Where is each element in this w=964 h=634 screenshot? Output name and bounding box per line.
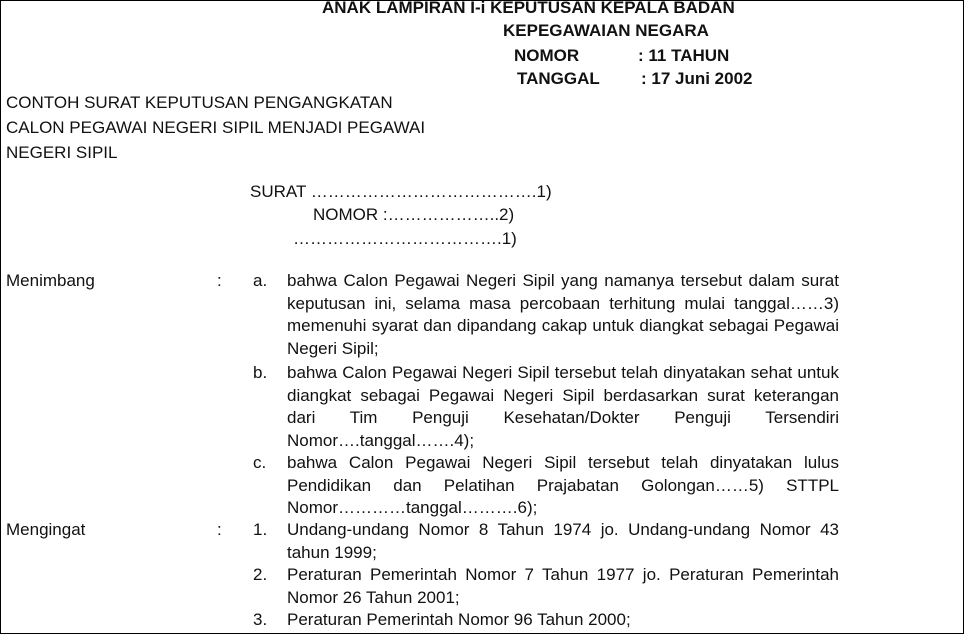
decree-nomor-line: NOMOR :………………..2) — [313, 205, 515, 224]
item-marker: 1. — [253, 520, 268, 539]
example-title-line3: NEGERI SIPIL — [6, 143, 118, 162]
number-value: : 11 TAHUN — [638, 46, 730, 65]
mengingat-label: Mengingat — [6, 520, 86, 539]
item-marker: 3. — [253, 610, 268, 629]
mengingat-colon: : — [217, 520, 222, 539]
item-marker: a. — [253, 271, 268, 290]
attachment-header-line2: KEPEGAWAIAN NEGARA — [503, 21, 709, 40]
item-text: Peraturan Pemerintah Nomor 7 Tahun 1977 jo. Peraturan Pemerintah Nomor 26 Tahun 2001; — [287, 565, 839, 607]
item-text: bahwa Calon Pegawai Negeri Sipil yang namanya tersebut dalam surat keputusan ini, selama masa percobaan terhitung mulai tanggal……3) memenuhi syarat dan dipandang cakap untuk diangkat sebagai Pegawai Negeri Sipil; — [287, 271, 839, 358]
item-marker: 2. — [253, 565, 268, 584]
number-key: NOMOR — [514, 46, 580, 65]
item-text: bahwa Calon Pegawai Negeri Sipil tersebut telah dinyatakan sehat untuk diangkat sebagai Pegawai Negeri Sipil berdasarkan surat keterangan dari Tim Penguji Kesehatan/Dokter Penguji Tersendiri Nomor….tanggal…….4); — [287, 363, 839, 450]
example-title-line2: CALON PEGAWAI NEGERI SIPIL MENJADI PEGAWAI — [6, 118, 426, 137]
menimbang-colon: : — [217, 271, 222, 290]
item-text: bahwa Calon Pegawai Negeri Sipil tersebut telah dinyatakan lulus Pendidikan dan Pelatihan Prajabatan Golongan……5) STTPL Nomor…………tanggal……….6); — [287, 453, 839, 517]
date-value: : 17 Juni 2002 — [641, 69, 753, 88]
item-marker: c. — [253, 453, 267, 472]
item-text: Undang-undang Nomor 8 Tahun 1974 jo. Undang-undang Nomor 43 tahun 1999; — [287, 520, 839, 562]
example-title — [6, 90, 425, 165]
example-title-line1: CONTOH SURAT KEPUTUSAN PENGANGKATAN — [6, 93, 393, 112]
decree-dots-line: ……………………………….1) — [293, 229, 517, 248]
menimbang-label: Menimbang — [6, 271, 95, 290]
attachment-date-row — [517, 68, 753, 90]
attachment-number-row — [514, 45, 729, 67]
item-text: Peraturan Pemerintah Nomor 96 Tahun 2000; — [287, 610, 631, 629]
date-key: TANGGAL — [517, 69, 600, 88]
attachment-header-line1: ANAK LAMPIRAN I-i KEPUTUSAN KEPALA BADAN — [322, 0, 735, 17]
item-marker: b. — [253, 363, 268, 382]
decree-surat-line: SURAT ………………………………….1) — [250, 182, 552, 201]
